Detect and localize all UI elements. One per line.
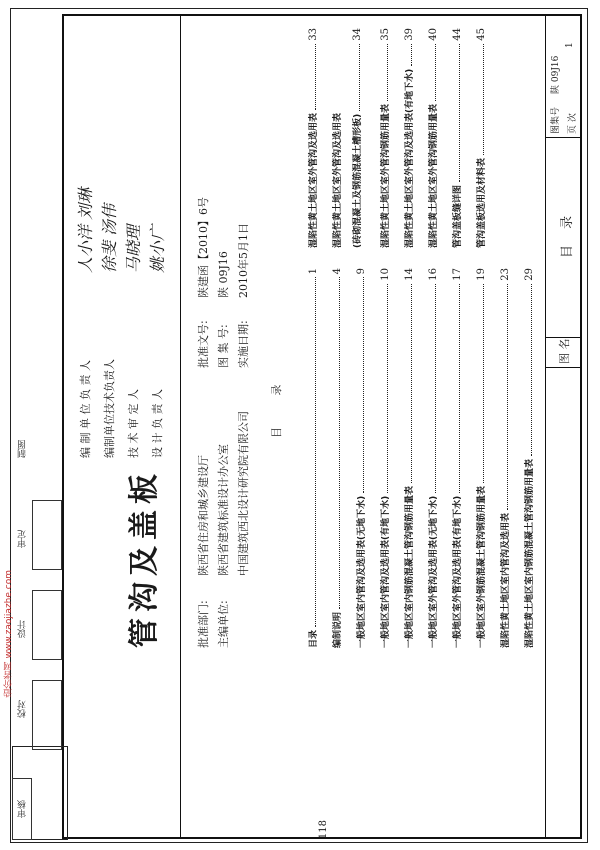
toc-entry[interactable] xyxy=(347,28,363,248)
toc-entry-title: (砖砌混凝土及钢筋混凝土槽形板) xyxy=(353,113,363,248)
sig-signature: 人小洋 刘琳 xyxy=(76,187,95,273)
tb-page-label: 页 次 xyxy=(568,113,578,134)
toc-entry[interactable] xyxy=(447,28,463,248)
toc-entry-page: 14 xyxy=(404,268,415,281)
toc-entry-page: 17 xyxy=(452,268,463,281)
tb-atlas-label: 图集号 xyxy=(551,106,561,134)
toc-entry[interactable] xyxy=(423,28,439,248)
stamp-cell xyxy=(32,590,62,660)
toc-entry-title: 编制说明 xyxy=(333,611,343,648)
editor-unit-label: 主编单位: xyxy=(217,600,230,648)
leader-dots xyxy=(482,44,484,155)
sig-signature: 马晓理 xyxy=(124,224,143,273)
toc-entry-title: 湿陷性黄土地区室外管沟钢筋用量表 xyxy=(381,103,391,248)
leader-dots xyxy=(530,284,532,456)
toc-entry[interactable] xyxy=(303,28,319,248)
leader-dots xyxy=(314,44,316,110)
sig-role: 编 制 单 位 负 责 人 xyxy=(79,360,92,458)
strip-label: 校对 xyxy=(18,700,28,718)
drawing-sheet xyxy=(63,15,580,838)
toc-entry-page: 10 xyxy=(380,268,391,281)
strip-label: 审核 xyxy=(18,800,28,818)
toc-entry[interactable] xyxy=(447,268,463,648)
leader-dots xyxy=(410,44,412,66)
approval-no-label: 批准文号: xyxy=(197,320,210,368)
toc-entry-page: 23 xyxy=(500,268,511,281)
toc-entry[interactable] xyxy=(375,268,391,648)
leader-dots xyxy=(314,277,316,627)
leader-dots xyxy=(434,284,436,493)
watermark: 造价者网 www.zaojiazhe.com xyxy=(4,570,14,698)
toc-entry-title: 湿陷性黄土地区室内钢筋混凝土管沟钢筋用量表 xyxy=(525,458,535,648)
atlas-no: 陕 09J16 xyxy=(217,251,230,298)
signature-block xyxy=(63,15,181,838)
sig-role: 编制单位技术负责人 xyxy=(103,359,116,458)
toc-entry-page: 1 xyxy=(308,268,319,275)
toc-entry[interactable] xyxy=(327,28,343,248)
toc-entry-page: 33 xyxy=(308,28,319,41)
toc-entry-title: 一般地区室外钢筋混凝土管沟钢筋用量表 xyxy=(477,485,487,648)
stamp-cell xyxy=(32,680,62,750)
toc-entry-title: 目录 xyxy=(309,629,319,648)
toc-entry[interactable] xyxy=(519,268,535,648)
toc-entry-title: 湿陷性黄土地区室外管沟钢筋用量表 xyxy=(429,103,439,248)
leader-dots xyxy=(386,44,388,101)
title-block xyxy=(545,15,580,838)
toc-entry-title: 湿陷性黄土地区室外管沟及选用表 xyxy=(309,112,319,248)
toc-entry-title: 一般地区室内钢筋混凝土管沟钢筋用量表 xyxy=(405,485,415,648)
toc-heading: 目 录 xyxy=(270,370,283,438)
strip-label: 审定 xyxy=(18,530,28,548)
approval-no: 陕建函【2010】6号 xyxy=(197,197,210,298)
sig-signature: 姚小广 xyxy=(148,224,167,273)
toc-entry[interactable] xyxy=(303,268,319,648)
toc-entry[interactable] xyxy=(471,268,487,648)
stamp-cell xyxy=(32,500,62,570)
toc-entry-title: 一般地区室内管沟及选用表(无地下水) xyxy=(357,495,367,648)
strip-label: 制图 xyxy=(18,440,28,458)
toc-entry-title: 湿陷性黄土地区室外管沟及选用表 xyxy=(333,112,343,248)
toc-entry-title: 管沟盖板选用及材料表 xyxy=(477,157,487,248)
toc-entry-page: 34 xyxy=(352,28,363,41)
sig-signature: 徐斐 汤伟 xyxy=(100,203,119,273)
tb-atlas-value: 陕 09J16 xyxy=(551,55,561,94)
sig-role: 设 计 负 责 人 xyxy=(151,389,164,458)
toc-entry-page: 44 xyxy=(452,28,463,41)
toc-entry-title: 一般地区室外管沟及选用表(有地下水) xyxy=(453,495,463,648)
toc-entry-title: 管沟盖板缝详图 xyxy=(453,184,463,248)
toc-entry[interactable] xyxy=(351,268,367,648)
approval-dept: 陕西省住房和城乡建设厅 xyxy=(197,455,210,576)
tb-page-value: 1 xyxy=(565,42,575,48)
toc-entry-page: 29 xyxy=(524,268,535,281)
document-title: 管沟及盖板 xyxy=(127,468,162,648)
toc-entry-page: 45 xyxy=(476,28,487,41)
leader-dots xyxy=(482,284,484,483)
tb-name: 目 录 xyxy=(560,209,575,258)
toc-entry[interactable] xyxy=(327,268,343,648)
toc-entry[interactable] xyxy=(399,28,415,248)
toc-entry[interactable] xyxy=(471,28,487,248)
toc-entry-page: 9 xyxy=(356,268,367,275)
effective-date-label: 实施日期: xyxy=(237,320,250,368)
toc-entry-title: 一般地区室外管沟及选用表(无地下水) xyxy=(429,495,439,648)
toc-entry-page: 35 xyxy=(380,28,391,41)
atlas-no-label: 图 集 号: xyxy=(217,324,230,368)
editor-unit-1: 陕西省建筑标准设计办公室 xyxy=(217,444,230,576)
leader-dots xyxy=(410,284,412,483)
strip-label: 设计 xyxy=(18,620,28,638)
toc-entry-page: 16 xyxy=(428,268,439,281)
toc-entry-page: 19 xyxy=(476,268,487,281)
toc-entry[interactable] xyxy=(423,268,439,648)
toc-entry-page: 4 xyxy=(332,268,343,275)
toc-entry-title: 湿陷性黄土地区室外管沟及选用表(有地下水) xyxy=(405,68,415,248)
editor-unit-2: 中国建筑西北设计研究院有限公司 xyxy=(237,411,250,576)
leader-dots xyxy=(338,277,340,609)
toc-entry[interactable] xyxy=(375,28,391,248)
leader-dots xyxy=(434,44,436,101)
toc-entry[interactable] xyxy=(399,268,415,648)
page-number: 118 xyxy=(318,820,329,840)
tb-name-label: 图 名 xyxy=(558,338,571,364)
toc-entry-page: 39 xyxy=(404,28,415,41)
leader-dots xyxy=(458,44,460,182)
toc-entry-title: 一般地区室内管沟及选用表(有地下水) xyxy=(381,495,391,648)
toc-entry-title: 湿陷性黄土地区室内管沟及选用表 xyxy=(501,512,511,648)
leader-dots xyxy=(506,284,508,510)
approval-dept-label: 批准部门: xyxy=(197,600,210,648)
leader-dots xyxy=(358,44,360,111)
leader-dots xyxy=(458,284,460,493)
effective-date: 2010年5月1日 xyxy=(237,223,250,298)
leader-dots xyxy=(362,277,364,492)
toc-entry-page: 40 xyxy=(428,28,439,41)
leader-dots xyxy=(386,284,388,493)
sig-role: 技 术 审 定 人 xyxy=(127,389,140,458)
toc-entry[interactable] xyxy=(495,268,511,648)
